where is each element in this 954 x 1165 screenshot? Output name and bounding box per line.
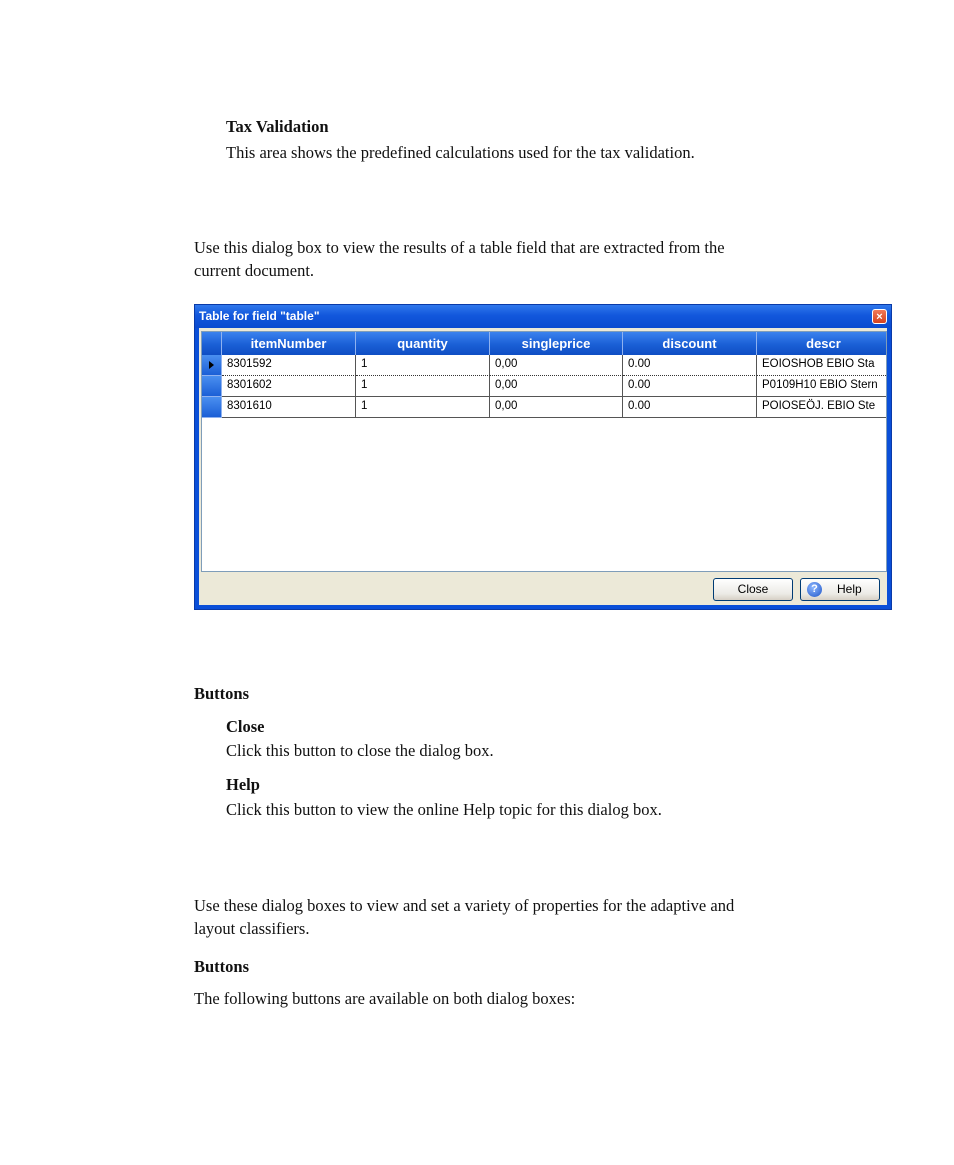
close-description: Click this button to close the dialog box.: [226, 741, 494, 760]
dialog-title: Table for field "table": [199, 309, 320, 323]
cell-quantity[interactable]: 1: [356, 397, 490, 418]
classifier-buttons-text: The following buttons are available on both dialog boxes:: [194, 989, 576, 1008]
cell-itemnumber[interactable]: 8301610: [222, 397, 356, 418]
row-selector[interactable]: [202, 376, 222, 397]
intro-line-1: Use this dialog box to view the results of a table field that are extracted from the: [194, 238, 725, 257]
row-header-corner: [202, 332, 222, 355]
current-row-arrow-icon: [209, 361, 214, 369]
cell-quantity[interactable]: 1: [356, 355, 490, 376]
cell-discount[interactable]: 0.00: [623, 397, 757, 418]
help-button[interactable]: [800, 578, 880, 601]
tax-validation-heading: Tax Validation: [226, 117, 329, 136]
table-header-row: [202, 332, 886, 355]
column-header-itemnumber[interactable]: itemNumber: [222, 332, 356, 355]
table-row[interactable]: [202, 355, 886, 376]
column-header-singleprice[interactable]: singleprice: [490, 332, 623, 355]
cell-singleprice[interactable]: 0,00: [490, 397, 623, 418]
cell-discount[interactable]: 0.00: [623, 355, 757, 376]
row-selector[interactable]: [202, 397, 222, 418]
cell-quantity[interactable]: 1: [356, 376, 490, 397]
column-header-discount[interactable]: discount: [623, 332, 757, 355]
table-row[interactable]: [202, 376, 886, 397]
cell-descr[interactable]: P0109H10 EBIO Stern: [757, 376, 887, 397]
cell-singleprice[interactable]: 0,00: [490, 355, 623, 376]
row-selector[interactable]: [202, 355, 222, 376]
dialog-titlebar: [195, 305, 891, 328]
close-icon[interactable]: ×: [872, 309, 887, 324]
help-heading: Help: [226, 775, 260, 794]
buttons-heading: Buttons: [194, 684, 250, 703]
table-dialog: [194, 304, 892, 610]
classifier-intro-line-1: Use these dialog boxes to view and set a variety of properties for the adaptive and: [194, 896, 735, 915]
cell-itemnumber[interactable]: 8301602: [222, 376, 356, 397]
classifier-buttons-heading: Buttons: [194, 957, 250, 976]
close-button[interactable]: Close: [713, 578, 793, 601]
classifier-intro-line-2: layout classifiers.: [194, 919, 310, 938]
dialog-client-area: [199, 328, 887, 605]
cell-singleprice[interactable]: 0,00: [490, 376, 623, 397]
column-header-quantity[interactable]: quantity: [356, 332, 490, 355]
help-button-label: Help: [837, 582, 862, 596]
results-table[interactable]: [201, 331, 887, 572]
close-heading: Close: [226, 717, 265, 736]
column-header-descr[interactable]: descr: [757, 332, 887, 355]
tax-validation-text: This area shows the predefined calculations used for the tax validation.: [226, 143, 695, 162]
cell-discount[interactable]: 0.00: [623, 376, 757, 397]
help-description: Click this button to view the online Help topic for this dialog box.: [226, 800, 662, 819]
cell-descr[interactable]: POIOSEÖJ. EBIO Ste: [757, 397, 887, 418]
intro-line-2: current document.: [194, 261, 315, 280]
cell-itemnumber[interactable]: 8301592: [222, 355, 356, 376]
help-icon: ?: [807, 582, 822, 597]
cell-descr[interactable]: EOIOSHOB EBIO Sta: [757, 355, 887, 376]
table-row[interactable]: [202, 397, 886, 418]
